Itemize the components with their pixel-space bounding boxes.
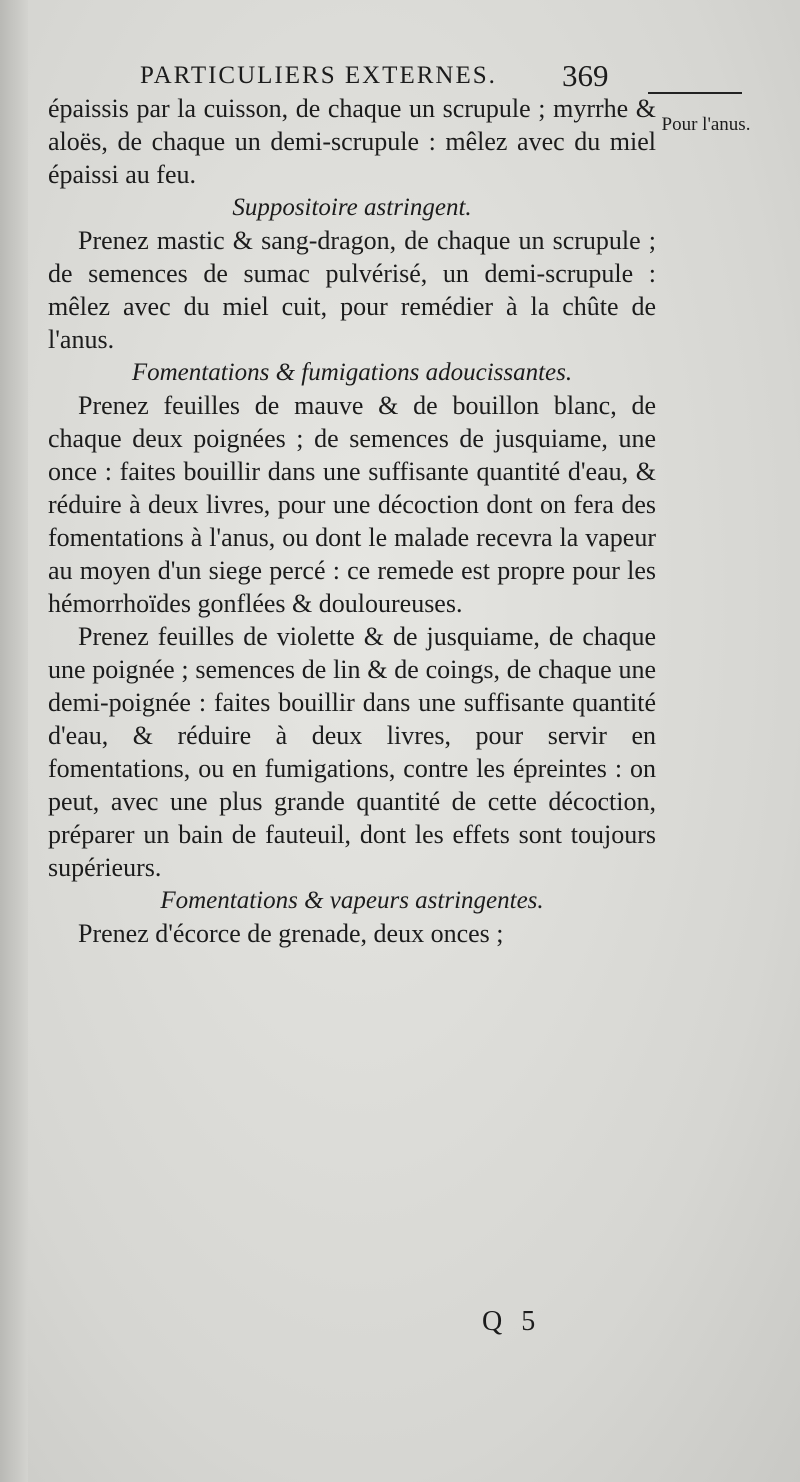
margin-note: Pour l'anus. <box>661 114 751 135</box>
signature-mark: Q 5 <box>482 1306 542 1337</box>
section-heading: Suppositoire astringent. <box>232 194 472 221</box>
paragraph: Prenez d'écorce de grenade, deux onces ; <box>78 919 504 948</box>
section-heading: Fomentations & fumigations adoucissantes. <box>131 359 573 386</box>
page-number: 369 <box>562 58 609 93</box>
running-head: PARTICULIERS EXTERNES. <box>140 62 497 89</box>
page-gutter <box>0 0 28 1482</box>
paragraph-continuation: épaissis par la cuisson, de chaque un scrupule ; myrrhe & aloës, de chaque un demi-scrupule : mêlez avec du miel épaissi au feu. <box>48 94 656 189</box>
page-body <box>48 92 656 950</box>
paragraph: Prenez feuilles de violette & de jusquiame, de chaque une poignée ; semences de lin & de coings, de chaque une demi-poignée : faites bouillir dans une suffisante quantité d'eau, & réduire à deux livres, pour servir en fomentations, ou en fumigations, contre les épreintes : on peut, avec une plus grande quantité de cette décoction, préparer un bain de fauteuil, dont les effets sont toujours supérieurs. <box>48 622 656 882</box>
paragraph: Prenez feuilles de mauve & de bouillon blanc, de chaque deux poignées ; de semences de jusquiame, une once : faites bouillir dans une suffisante quantité d'eau, & réduire à deux livres, pour une décoction dont on fera des fomentations à l'anus, ou dont le malade recevra la vapeur au moyen d'un siege percé : ce remede est propre pour les hémorrhoïdes gonflées & douloureuses. <box>48 391 656 618</box>
section-heading: Fomentations & vapeurs astringentes. <box>160 887 544 914</box>
header-rule <box>648 92 742 94</box>
paragraph: Prenez mastic & sang-dragon, de chaque un scrupule ; de semences de sumac pulvérisé, un demi-scrupule : mêlez avec du miel cuit, pour remédier à la chûte de l'anus. <box>48 226 656 354</box>
